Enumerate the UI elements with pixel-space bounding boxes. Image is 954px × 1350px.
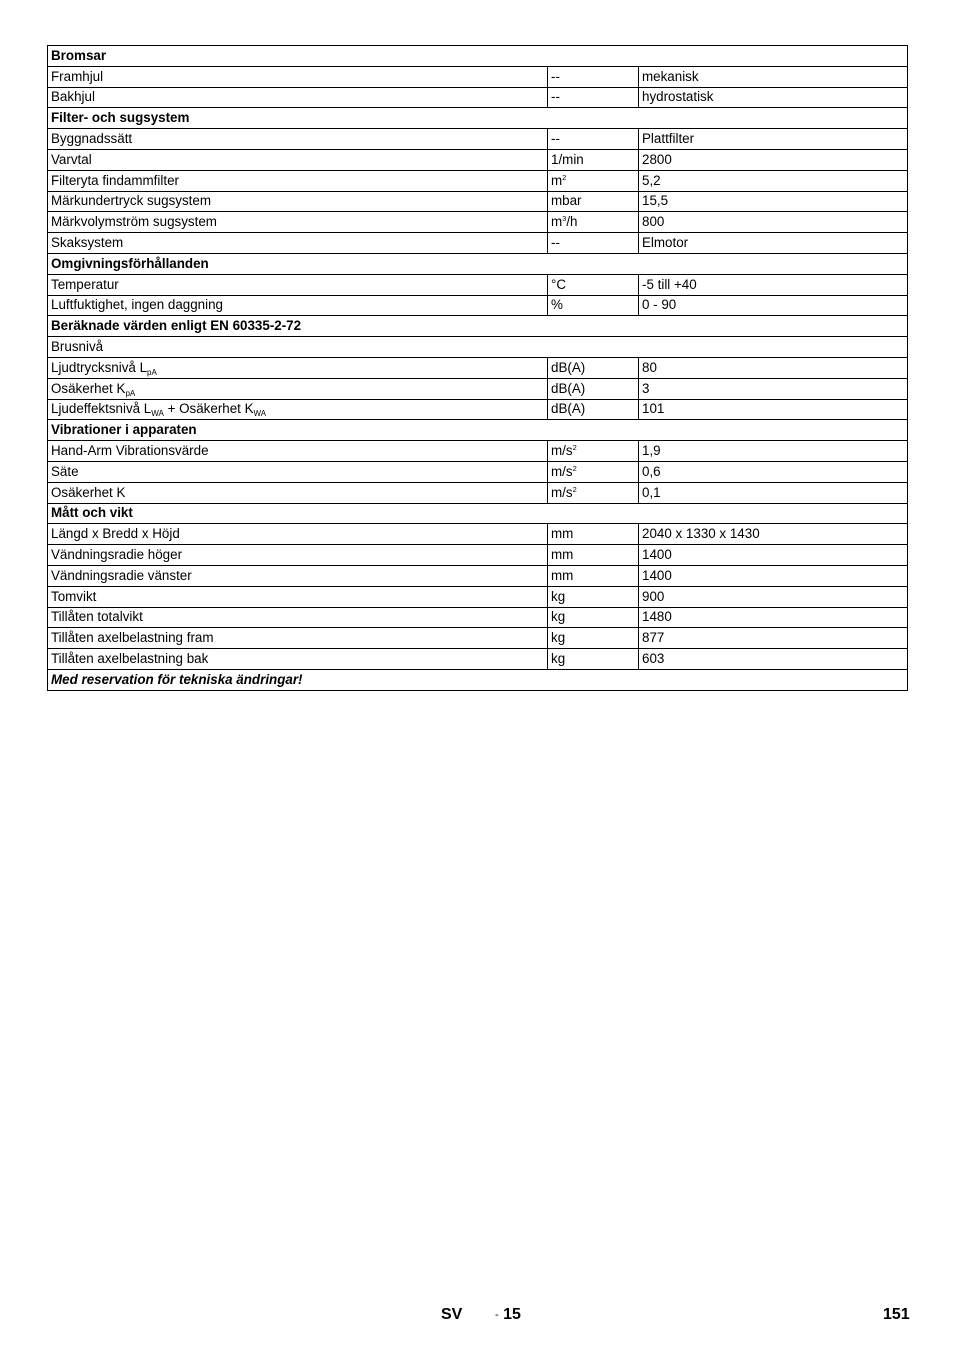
row-label-text: Osäkerhet K [51,380,126,396]
row-label [48,170,548,191]
row-unit [548,66,639,87]
row-unit [548,649,639,670]
row-label-text: Hand-Arm Vibrationsvärde [51,443,209,459]
row-label-text: Säte [51,463,79,479]
row-unit [548,129,639,150]
row-label [48,212,548,233]
row-value: 2800 [639,149,908,170]
row-unit [548,212,639,233]
row-unit-text: °C [551,276,567,292]
row-unit [548,565,639,586]
row-unit [548,233,639,254]
row-label-text: Tillåten axelbelastning fram [51,630,214,646]
row-label-tail: + Osäkerhet K [163,401,254,417]
table-row [48,399,908,420]
section-title: Omgivningsförhållanden [48,253,908,274]
row-label [48,461,548,482]
row-label-text: Bakhjul [51,89,95,105]
table-row [48,378,908,399]
table-row [48,357,908,378]
row-unit [548,545,639,566]
row-value: 15,5 [639,191,908,212]
row-unit-text: -- [551,131,560,147]
row-unit-text: kg [551,651,566,666]
row-value: 0,6 [639,461,908,482]
table-row [48,170,908,191]
row-label-text: Luftfuktighet, ingen daggning [51,297,223,313]
row-unit-text: m/s [551,484,573,500]
row-unit-text: % [551,297,563,313]
table-row [48,295,908,316]
section-title: Vibrationer i apparaten [48,420,908,441]
row-label-subscript: pA [125,388,136,398]
row-unit [548,441,639,462]
table-row [48,129,908,150]
table-row [48,87,908,108]
table-row [48,607,908,628]
table-row [48,565,908,586]
row-label-text: Varvtal [51,151,92,167]
section-title: Beräknade värden enligt EN 60335-2-72 [48,316,908,337]
row-unit-text: m/s [551,443,573,459]
row-value: 5,2 [639,170,908,191]
row-unit-text: -- [551,89,560,105]
row-label-text: Märkvolymström sugsystem [51,214,217,230]
row-label-subscript: pA [147,367,157,377]
table-row [48,149,908,170]
row-label [48,129,548,150]
row-unit [548,482,639,503]
page-number: 151 [883,1306,910,1323]
row-label-text: Osäkerhet K [51,484,126,500]
row-unit-text: -- [551,235,560,251]
row-unit-text: kg [551,588,566,604]
row-unit-superscript: 2 [562,172,567,182]
row-unit-superscript: 2 [572,484,577,494]
row-value: 1480 [639,607,908,628]
table-row [48,545,908,566]
row-label [48,274,548,295]
section-header-row [48,253,908,274]
row-unit-text: kg [551,630,566,646]
row-label-text: Ljudeffektsnivå L [51,401,152,417]
row-label-text: Skaksystem [51,235,124,251]
row-label-text: Vändningsradie vänster [51,567,192,583]
row-value: 0,1 [639,482,908,503]
row-value: Elmotor [639,233,908,254]
row-unit-tail: /h [566,214,578,230]
table-row [48,649,908,670]
row-value: 3 [639,378,908,399]
row-label [48,649,548,670]
row-label [48,607,548,628]
row-unit [548,461,639,482]
row-label-subscript: WA [151,409,164,419]
row-unit [548,170,639,191]
footnote-row [48,669,908,690]
row-unit-text: mbar [551,193,582,209]
row-label [48,378,548,399]
table-row [48,233,908,254]
row-unit-text: mm [551,547,574,563]
row-value: 603 [639,649,908,670]
row-value: 80 [639,357,908,378]
row-label [48,524,548,545]
row-label-subscript-2: WA [253,409,267,419]
row-unit [548,399,639,420]
spec-table [47,45,908,691]
row-unit-text: dB(A) [551,359,586,375]
row-label [48,87,548,108]
row-unit [548,628,639,649]
row-unit-text: dB(A) [551,380,586,396]
table-row [48,191,908,212]
row-label-text: Framhjul [51,68,104,84]
row-label [48,191,548,212]
table-row [48,337,908,358]
row-label-text: Tillåten axelbelastning bak [51,651,209,666]
table-row [48,441,908,462]
row-label [48,399,548,420]
section-header-row [48,108,908,129]
row-unit [548,274,639,295]
row-value: 101 [639,399,908,420]
row-label [48,565,548,586]
section-header-row [48,420,908,441]
row-value: 2040 x 1330 x 1430 [639,524,908,545]
footnote-text: Med reservation för tekniska ändringar! [48,669,908,690]
row-label-text: Byggnadssätt [51,131,133,147]
row-label [48,482,548,503]
row-unit-text: m/s [551,463,573,479]
footer-language: SV [441,1306,463,1323]
row-unit-text: m [551,214,563,230]
section-title: Bromsar [48,46,908,67]
spec-table-body [48,46,908,691]
row-unit [548,586,639,607]
row-value: 0 - 90 [639,295,908,316]
table-row [48,482,908,503]
row-label-text: Längd x Bredd x Höjd [51,526,180,542]
row-unit-text: kg [551,609,566,625]
row-value: 1400 [639,545,908,566]
footer-section-page [495,1306,521,1324]
row-unit-text: m [551,172,563,188]
section-header-row [48,46,908,67]
row-unit [548,607,639,628]
row-value: Plattfilter [639,129,908,150]
row-label [48,441,548,462]
table-row [48,461,908,482]
table-row [48,212,908,233]
row-unit-superscript: 2 [572,443,577,453]
row-unit [548,87,639,108]
section-header-row [48,503,908,524]
row-unit-superscript: 3 [562,214,567,224]
row-label-text: Brusnivå [51,339,104,355]
row-label-text: Filteryta findammfilter [51,172,179,188]
row-unit [548,524,639,545]
row-unit-superscript: 2 [572,463,577,473]
table-row [48,524,908,545]
table-row [48,66,908,87]
row-unit-text: dB(A) [551,401,586,417]
row-label [48,295,548,316]
row-unit [548,357,639,378]
row-value: hydrostatisk [639,87,908,108]
row-label [48,628,548,649]
row-label-text: Märkundertryck sugsystem [51,193,211,209]
row-label [48,357,548,378]
row-unit-text: 1/min [551,151,584,167]
row-unit [548,149,639,170]
row-value: 800 [639,212,908,233]
table-row [48,274,908,295]
row-unit [548,191,639,212]
row-value: 877 [639,628,908,649]
row-label-text: Vändningsradie höger [51,547,183,563]
row-label [48,66,548,87]
row-unit-text: mm [551,567,574,583]
row-label-text: Ljudtrycksnivå L [51,359,148,375]
footer-section-page-number: 15 [503,1306,521,1323]
row-value: mekanisk [639,66,908,87]
row-value: 900 [639,586,908,607]
row-label [48,337,908,358]
row-label [48,149,548,170]
row-unit [548,295,639,316]
row-label [48,233,548,254]
section-title: Filter- och sugsystem [48,108,908,129]
table-row [48,586,908,607]
table-row [48,628,908,649]
row-label-text: Tomvikt [51,588,97,604]
row-label-text: Temperatur [51,276,119,292]
footer-dash: - [495,1309,499,1321]
section-title: Mått och vikt [48,503,908,524]
row-label [48,586,548,607]
row-unit-text: -- [551,68,560,84]
section-header-row [48,316,908,337]
row-value: 1,9 [639,441,908,462]
row-label [48,545,548,566]
row-unit [548,378,639,399]
row-value: -5 till +40 [639,274,908,295]
row-unit-text: mm [551,526,574,542]
row-value: 1400 [639,565,908,586]
row-label-text: Tillåten totalvikt [51,609,143,625]
